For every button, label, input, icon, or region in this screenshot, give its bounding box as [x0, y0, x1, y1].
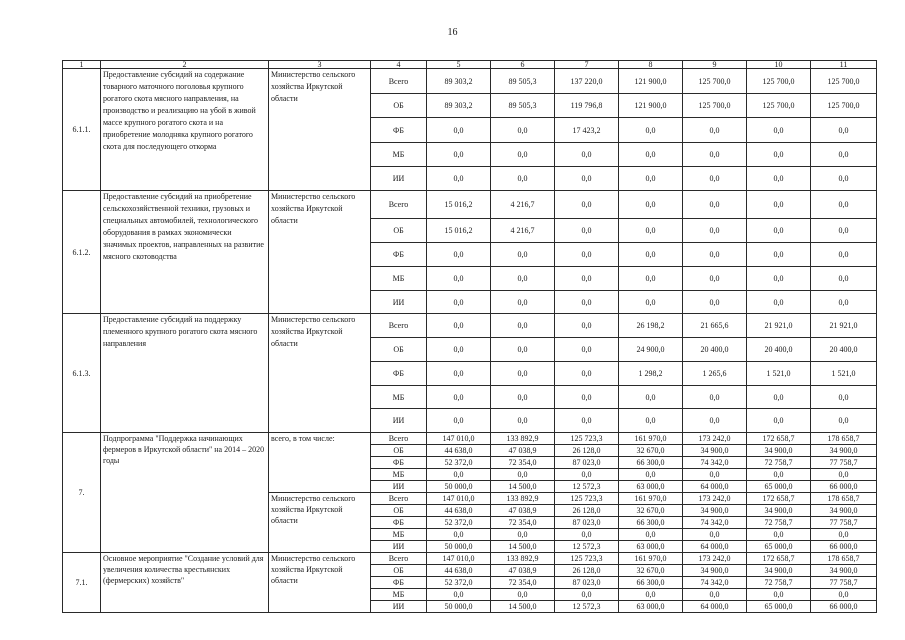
- value-cell: 20 400,0: [683, 338, 747, 362]
- value-cell: 147 010,0: [427, 493, 491, 505]
- value-cell: 63 000,0: [619, 481, 683, 493]
- value-cell: 77 758,7: [811, 577, 877, 589]
- value-cell: 72 354,0: [491, 577, 555, 589]
- value-cell: 161 970,0: [619, 553, 683, 565]
- funding-source-cell: Всего: [371, 69, 427, 94]
- value-cell: 0,0: [811, 243, 877, 267]
- value-cell: 12 572,3: [555, 481, 619, 493]
- value-cell: 32 670,0: [619, 445, 683, 457]
- value-cell: 87 023,0: [555, 457, 619, 469]
- value-cell: 74 342,0: [683, 457, 747, 469]
- value-cell: 0,0: [427, 409, 491, 433]
- value-cell: 0,0: [491, 167, 555, 191]
- col-header: 2: [101, 61, 269, 69]
- value-cell: 0,0: [683, 143, 747, 167]
- value-cell: 34 900,0: [747, 445, 811, 457]
- funding-source-cell: МБ: [371, 143, 427, 167]
- value-cell: 26 128,0: [555, 505, 619, 517]
- col-header: 7: [555, 61, 619, 69]
- value-cell: 125 723,3: [555, 493, 619, 505]
- value-cell: 34 900,0: [811, 445, 877, 457]
- value-cell: 0,0: [811, 529, 877, 541]
- value-cell: 137 220,0: [555, 69, 619, 94]
- value-cell: 0,0: [427, 243, 491, 267]
- value-cell: 0,0: [683, 409, 747, 433]
- value-cell: 0,0: [555, 469, 619, 481]
- value-cell: 0,0: [619, 291, 683, 314]
- value-cell: 0,0: [811, 409, 877, 433]
- value-cell: 26 198,2: [619, 314, 683, 338]
- col-header: 6: [491, 61, 555, 69]
- value-cell: 26 128,0: [555, 445, 619, 457]
- value-cell: 0,0: [555, 338, 619, 362]
- value-cell: 0,0: [555, 267, 619, 291]
- value-cell: 89 505,3: [491, 69, 555, 94]
- value-cell: 0,0: [683, 118, 747, 143]
- value-cell: 66 000,0: [811, 601, 877, 613]
- value-cell: 0,0: [811, 386, 877, 409]
- value-cell: 0,0: [491, 267, 555, 291]
- funding-source-cell: ОБ: [371, 445, 427, 457]
- value-cell: 66 300,0: [619, 457, 683, 469]
- value-cell: 125 700,0: [747, 69, 811, 94]
- value-cell: 87 023,0: [555, 517, 619, 529]
- value-cell: 34 900,0: [747, 565, 811, 577]
- value-cell: 0,0: [491, 118, 555, 143]
- funding-source-cell: ФБ: [371, 577, 427, 589]
- value-cell: 125 723,3: [555, 433, 619, 445]
- value-cell: 0,0: [555, 589, 619, 601]
- funding-source-cell: Всего: [371, 493, 427, 505]
- value-cell: 89 303,2: [427, 69, 491, 94]
- value-cell: 0,0: [427, 362, 491, 386]
- value-cell: 178 658,7: [811, 553, 877, 565]
- value-cell: 0,0: [427, 143, 491, 167]
- page-number: 16: [447, 27, 458, 38]
- value-cell: 0,0: [811, 143, 877, 167]
- funding-source-cell: ИИ: [371, 167, 427, 191]
- value-cell: 15 016,2: [427, 219, 491, 243]
- col-header: 1: [63, 61, 101, 69]
- value-cell: 0,0: [491, 314, 555, 338]
- funding-source-cell: ОБ: [371, 565, 427, 577]
- value-cell: 0,0: [683, 529, 747, 541]
- value-cell: 20 400,0: [811, 338, 877, 362]
- value-cell: 0,0: [491, 143, 555, 167]
- value-cell: 34 900,0: [683, 565, 747, 577]
- value-cell: 44 638,0: [427, 565, 491, 577]
- value-cell: 15 016,2: [427, 191, 491, 219]
- value-cell: 1 521,0: [747, 362, 811, 386]
- value-cell: 0,0: [747, 529, 811, 541]
- row-index: 6.1.1.: [63, 69, 101, 191]
- value-cell: 0,0: [427, 589, 491, 601]
- value-cell: 0,0: [747, 409, 811, 433]
- value-cell: 0,0: [491, 291, 555, 314]
- value-cell: 66 000,0: [811, 481, 877, 493]
- value-cell: 52 372,0: [427, 457, 491, 469]
- value-cell: 133 892,9: [491, 493, 555, 505]
- table-row: [63, 69, 877, 94]
- value-cell: 0,0: [747, 191, 811, 219]
- value-cell: 0,0: [619, 529, 683, 541]
- funding-source-cell: ИИ: [371, 601, 427, 613]
- table-row: [63, 553, 877, 565]
- value-cell: 63 000,0: [619, 601, 683, 613]
- value-cell: 4 216,7: [491, 191, 555, 219]
- value-cell: 0,0: [747, 267, 811, 291]
- value-cell: 14 500,0: [491, 541, 555, 553]
- value-cell: 64 000,0: [683, 601, 747, 613]
- value-cell: 133 892,9: [491, 553, 555, 565]
- value-cell: 0,0: [619, 167, 683, 191]
- value-cell: 173 242,0: [683, 553, 747, 565]
- value-cell: 12 572,3: [555, 601, 619, 613]
- row-index: 6.1.2.: [63, 191, 101, 314]
- value-cell: 0,0: [811, 469, 877, 481]
- funding-source-cell: ФБ: [371, 517, 427, 529]
- value-cell: 74 342,0: [683, 577, 747, 589]
- value-cell: 0,0: [683, 167, 747, 191]
- value-cell: 161 970,0: [619, 433, 683, 445]
- value-cell: 89 505,3: [491, 94, 555, 118]
- value-cell: 0,0: [683, 469, 747, 481]
- funding-source-cell: ФБ: [371, 243, 427, 267]
- executor-name: Министерство сельского хозяйства Иркутской области: [269, 191, 371, 314]
- table-row: [63, 433, 877, 445]
- funding-source-cell: ОБ: [371, 505, 427, 517]
- value-cell: 0,0: [427, 118, 491, 143]
- value-cell: 0,0: [619, 409, 683, 433]
- value-cell: 0,0: [427, 529, 491, 541]
- value-cell: 0,0: [427, 291, 491, 314]
- value-cell: 77 758,7: [811, 517, 877, 529]
- value-cell: 12 572,3: [555, 541, 619, 553]
- value-cell: 0,0: [427, 167, 491, 191]
- row-index: 7.: [63, 433, 101, 553]
- value-cell: 14 500,0: [491, 601, 555, 613]
- value-cell: 1 521,0: [811, 362, 877, 386]
- value-cell: 0,0: [555, 167, 619, 191]
- executor-name: Министерство сельского хозяйства Иркутской области: [269, 69, 371, 191]
- value-cell: 0,0: [747, 469, 811, 481]
- value-cell: 0,0: [619, 589, 683, 601]
- value-cell: 0,0: [491, 338, 555, 362]
- value-cell: 0,0: [811, 267, 877, 291]
- value-cell: 125 700,0: [683, 69, 747, 94]
- value-cell: 0,0: [491, 469, 555, 481]
- value-cell: 0,0: [747, 118, 811, 143]
- value-cell: 173 242,0: [683, 433, 747, 445]
- value-cell: 0,0: [683, 267, 747, 291]
- value-cell: 0,0: [619, 386, 683, 409]
- value-cell: 0,0: [555, 191, 619, 219]
- value-cell: 66 300,0: [619, 577, 683, 589]
- value-cell: 89 303,2: [427, 94, 491, 118]
- value-cell: 0,0: [683, 589, 747, 601]
- value-cell: 0,0: [811, 167, 877, 191]
- value-cell: 133 892,9: [491, 433, 555, 445]
- value-cell: 0,0: [619, 267, 683, 291]
- value-cell: 0,0: [747, 386, 811, 409]
- value-cell: 0,0: [555, 143, 619, 167]
- value-cell: 0,0: [555, 386, 619, 409]
- measure-name: Предоставление субсидий на содержание товарного маточного поголовья крупного рогатого скота мясного направления, на производство и реализацию на убой в живой массе крупного рогатого скота и на приобретение молодняка крупного рогатого скота для последующего откорма: [101, 69, 269, 191]
- value-cell: 121 900,0: [619, 69, 683, 94]
- value-cell: 17 423,2: [555, 118, 619, 143]
- value-cell: 121 900,0: [619, 94, 683, 118]
- value-cell: 0,0: [811, 291, 877, 314]
- value-cell: 172 658,7: [747, 493, 811, 505]
- value-cell: 1 298,2: [619, 362, 683, 386]
- value-cell: 0,0: [619, 118, 683, 143]
- value-cell: 72 758,7: [747, 457, 811, 469]
- value-cell: 34 900,0: [811, 505, 877, 517]
- value-cell: 0,0: [747, 143, 811, 167]
- value-cell: 0,0: [747, 291, 811, 314]
- funding-source-cell: Всего: [371, 553, 427, 565]
- funding-source-cell: МБ: [371, 589, 427, 601]
- measure-name: Основное мероприятие "Создание условий для увеличения количества крестьянских (фермерских) хозяйств": [101, 553, 269, 613]
- measure-name: Предоставление субсидий на поддержку племенного крупного рогатого скота мясного направления: [101, 314, 269, 433]
- value-cell: 34 900,0: [747, 505, 811, 517]
- value-cell: 4 216,7: [491, 219, 555, 243]
- value-cell: 0,0: [811, 219, 877, 243]
- value-cell: 172 658,7: [747, 553, 811, 565]
- value-cell: 74 342,0: [683, 517, 747, 529]
- funding-source-cell: ОБ: [371, 94, 427, 118]
- header-row: [63, 61, 877, 69]
- value-cell: 125 700,0: [811, 69, 877, 94]
- value-cell: 52 372,0: [427, 517, 491, 529]
- executor-name: Министерство сельского хозяйства Иркутской области: [269, 314, 371, 433]
- value-cell: 21 665,6: [683, 314, 747, 338]
- value-cell: 0,0: [619, 191, 683, 219]
- funding-source-cell: ОБ: [371, 338, 427, 362]
- funding-source-cell: Всего: [371, 314, 427, 338]
- value-cell: 0,0: [747, 243, 811, 267]
- value-cell: 72 354,0: [491, 517, 555, 529]
- value-cell: 64 000,0: [683, 481, 747, 493]
- value-cell: 0,0: [619, 469, 683, 481]
- funding-source-cell: Всего: [371, 191, 427, 219]
- value-cell: 178 658,7: [811, 433, 877, 445]
- col-header: 9: [683, 61, 747, 69]
- value-cell: 26 128,0: [555, 565, 619, 577]
- value-cell: 21 921,0: [811, 314, 877, 338]
- value-cell: 0,0: [427, 386, 491, 409]
- value-cell: 65 000,0: [747, 481, 811, 493]
- funding-source-cell: МБ: [371, 469, 427, 481]
- value-cell: 65 000,0: [747, 541, 811, 553]
- value-cell: 125 700,0: [747, 94, 811, 118]
- executor-name: Министерство сельского хозяйства Иркутской области: [269, 493, 371, 553]
- funding-source-cell: ИИ: [371, 481, 427, 493]
- value-cell: 173 242,0: [683, 493, 747, 505]
- value-cell: 66 000,0: [811, 541, 877, 553]
- table-row: [63, 314, 877, 338]
- funding-source-cell: Всего: [371, 433, 427, 445]
- measure-name: Предоставление субсидий на приобретение сельскохозяйственной техники, грузовых и специальных автомобилей, технологического оборудования в рамках экономически значимых проектов, направленных на развитие мясного скотоводства: [101, 191, 269, 314]
- value-cell: 14 500,0: [491, 481, 555, 493]
- col-header: 8: [619, 61, 683, 69]
- value-cell: 147 010,0: [427, 553, 491, 565]
- value-cell: 172 658,7: [747, 433, 811, 445]
- col-header: 5: [427, 61, 491, 69]
- value-cell: 20 400,0: [747, 338, 811, 362]
- value-cell: 47 038,9: [491, 445, 555, 457]
- value-cell: 0,0: [555, 243, 619, 267]
- value-cell: 0,0: [555, 291, 619, 314]
- value-cell: 0,0: [491, 386, 555, 409]
- value-cell: 0,0: [427, 267, 491, 291]
- funding-source-cell: ОБ: [371, 219, 427, 243]
- value-cell: 0,0: [683, 191, 747, 219]
- funding-source-cell: ФБ: [371, 118, 427, 143]
- value-cell: 0,0: [747, 219, 811, 243]
- value-cell: 24 900,0: [619, 338, 683, 362]
- row-index: 7.1.: [63, 553, 101, 613]
- value-cell: 72 758,7: [747, 577, 811, 589]
- value-cell: 77 758,7: [811, 457, 877, 469]
- value-cell: 0,0: [811, 118, 877, 143]
- value-cell: 0,0: [555, 219, 619, 243]
- value-cell: 65 000,0: [747, 601, 811, 613]
- col-header: 3: [269, 61, 371, 69]
- value-cell: 52 372,0: [427, 577, 491, 589]
- value-cell: 0,0: [619, 219, 683, 243]
- col-header: 10: [747, 61, 811, 69]
- funding-source-cell: МБ: [371, 529, 427, 541]
- value-cell: 50 000,0: [427, 541, 491, 553]
- col-header: 4: [371, 61, 427, 69]
- funding-source-cell: ИИ: [371, 541, 427, 553]
- value-cell: 161 970,0: [619, 493, 683, 505]
- col-header: 11: [811, 61, 877, 69]
- value-cell: 125 700,0: [811, 94, 877, 118]
- value-cell: 0,0: [747, 167, 811, 191]
- value-cell: 125 723,3: [555, 553, 619, 565]
- measure-name: Подпрограмма "Поддержка начинающих фермеров в Иркутской области" на 2014 – 2020 годы: [101, 433, 269, 553]
- value-cell: 0,0: [555, 529, 619, 541]
- value-cell: 32 670,0: [619, 505, 683, 517]
- value-cell: 0,0: [811, 589, 877, 601]
- value-cell: 0,0: [555, 409, 619, 433]
- value-cell: 64 000,0: [683, 541, 747, 553]
- value-cell: 0,0: [747, 589, 811, 601]
- value-cell: 147 010,0: [427, 433, 491, 445]
- value-cell: 44 638,0: [427, 505, 491, 517]
- value-cell: 63 000,0: [619, 541, 683, 553]
- value-cell: 0,0: [427, 338, 491, 362]
- table-row: [63, 191, 877, 219]
- value-cell: 0,0: [811, 191, 877, 219]
- value-cell: 44 638,0: [427, 445, 491, 457]
- budget-table: [62, 60, 877, 613]
- value-cell: 0,0: [491, 529, 555, 541]
- value-cell: 47 038,9: [491, 565, 555, 577]
- value-cell: 21 921,0: [747, 314, 811, 338]
- value-cell: 66 300,0: [619, 517, 683, 529]
- value-cell: 0,0: [619, 243, 683, 267]
- value-cell: 0,0: [683, 291, 747, 314]
- value-cell: 0,0: [491, 589, 555, 601]
- value-cell: 47 038,9: [491, 505, 555, 517]
- value-cell: 0,0: [555, 362, 619, 386]
- value-cell: 0,0: [683, 219, 747, 243]
- value-cell: 0,0: [491, 362, 555, 386]
- value-cell: 50 000,0: [427, 601, 491, 613]
- value-cell: 72 758,7: [747, 517, 811, 529]
- funding-source-cell: МБ: [371, 386, 427, 409]
- value-cell: 0,0: [427, 314, 491, 338]
- funding-source-cell: ФБ: [371, 362, 427, 386]
- value-cell: 178 658,7: [811, 493, 877, 505]
- value-cell: 0,0: [619, 143, 683, 167]
- executor-name: Министерство сельского хозяйства Иркутской области: [269, 553, 371, 613]
- funding-source-cell: ФБ: [371, 457, 427, 469]
- value-cell: 0,0: [427, 469, 491, 481]
- value-cell: 1 265,6: [683, 362, 747, 386]
- funding-source-cell: ИИ: [371, 409, 427, 433]
- value-cell: 0,0: [555, 314, 619, 338]
- value-cell: 0,0: [491, 409, 555, 433]
- value-cell: 87 023,0: [555, 577, 619, 589]
- value-cell: 119 796,8: [555, 94, 619, 118]
- value-cell: 0,0: [491, 243, 555, 267]
- executor-name: всего, в том числе:: [269, 433, 371, 493]
- value-cell: 0,0: [683, 243, 747, 267]
- value-cell: 0,0: [683, 386, 747, 409]
- row-index: 6.1.3.: [63, 314, 101, 433]
- value-cell: 34 900,0: [683, 505, 747, 517]
- funding-source-cell: ИИ: [371, 291, 427, 314]
- funding-source-cell: МБ: [371, 267, 427, 291]
- value-cell: 50 000,0: [427, 481, 491, 493]
- value-cell: 34 900,0: [683, 445, 747, 457]
- value-cell: 72 354,0: [491, 457, 555, 469]
- value-cell: 125 700,0: [683, 94, 747, 118]
- value-cell: 32 670,0: [619, 565, 683, 577]
- value-cell: 34 900,0: [811, 565, 877, 577]
